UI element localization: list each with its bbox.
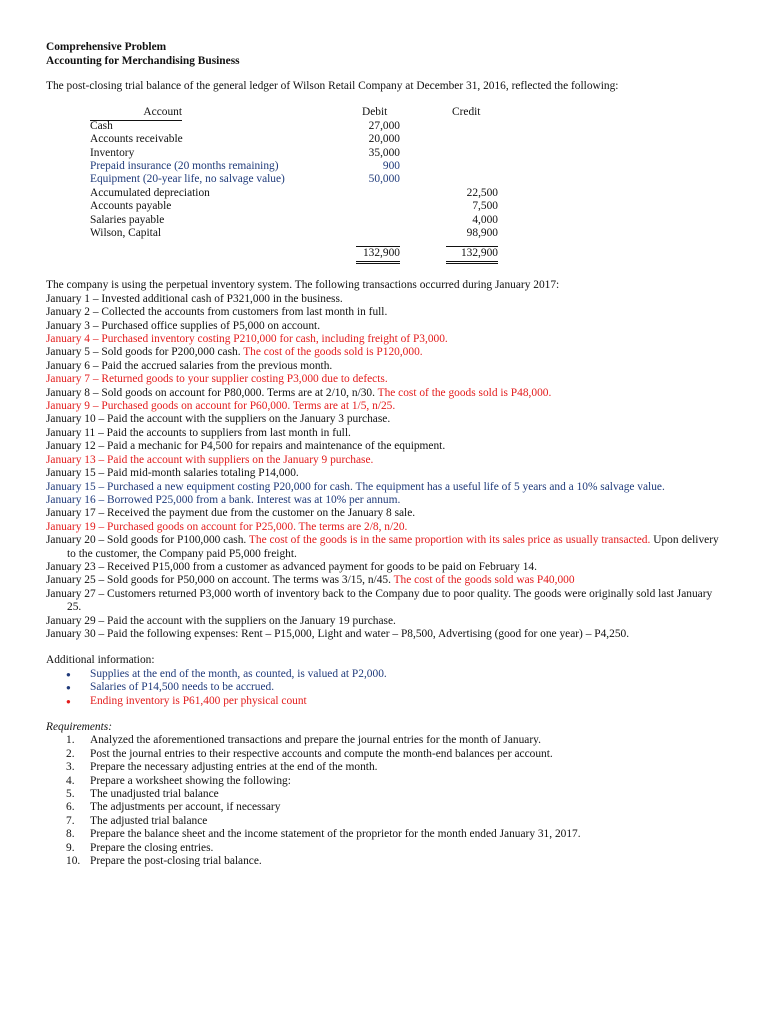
row-account: Salaries payable — [90, 213, 165, 226]
header-account: Account — [90, 106, 182, 120]
transaction-item — [46, 306, 722, 319]
requirement-text: Post the journal entries to their respective accounts and compute the month-end balances per account. — [90, 747, 553, 760]
intro-paragraph: The post-closing trial balance of the general ledger of Wilson Retail Company at December 31, 2016, reflected the following: — [46, 80, 619, 92]
header-credit: Credit — [452, 106, 481, 119]
requirement-text: The adjustments per account, if necessary — [90, 801, 281, 814]
row-account: Cash — [90, 119, 113, 132]
transaction-text: January 11 – Paid the accounts to suppliers from last month in full. — [46, 426, 351, 439]
document-title — [46, 40, 722, 68]
transaction-text: January 6 – Paid the accrued salaries from the previous month. — [46, 359, 333, 372]
requirement-text: Prepare the closing entries. — [90, 841, 214, 854]
trial-balance-row — [46, 214, 722, 227]
row-debit: 50,000 — [368, 173, 400, 186]
row-debit: 35,000 — [368, 146, 400, 159]
transaction-item — [46, 574, 722, 587]
row-account: Accounts payable — [90, 200, 172, 213]
transaction-text: January 17 – Received the payment due from the customer on the January 8 sale. — [46, 507, 416, 520]
transaction-item — [46, 293, 722, 306]
transaction-item — [46, 454, 722, 467]
transaction-text: The cost of the goods sold is P48,000. — [377, 386, 552, 399]
transaction-text: January 8 – Sold goods on account for P80,000. Terms are at 2/10, n/30. — [46, 386, 378, 399]
transaction-item — [46, 440, 722, 453]
total-debit: 132,900 — [356, 246, 400, 263]
transaction-text: January 16 – Borrowed P25,000 from a bank. Interest was at 10% per annum. — [46, 493, 401, 506]
requirement-number: 3. — [66, 761, 75, 774]
transaction-text: January 10 – Paid the account with the suppliers on the January 3 purchase. — [46, 413, 391, 426]
additional-list — [46, 668, 722, 708]
transaction-text: January 3 – Purchased office supplies of P5,000 on account. — [46, 319, 321, 332]
transaction-text: January 13 – Paid the account with suppliers on the January 9 purchase. — [46, 453, 374, 466]
transaction-text: January 27 – Customers returned P3,000 worth of inventory back to the Company due to poor quality. The goods were originally sold last January 25. — [46, 587, 713, 614]
row-debit: 20,000 — [368, 133, 400, 146]
requirement-text: Prepare the post-closing trial balance. — [90, 855, 262, 868]
row-account: Accumulated depreciation — [90, 186, 210, 199]
requirement-text: The adjusted trial balance — [90, 814, 208, 827]
transaction-text: January 12 – Paid a mechanic for P4,500 for repairs and maintenance of the equipment. — [46, 440, 446, 453]
requirement-number: 7. — [66, 814, 75, 827]
requirement-number: 10. — [66, 855, 81, 868]
transaction-item — [46, 615, 722, 628]
transaction-text: January 29 – Paid the account with the suppliers on the January 19 purchase. — [46, 614, 396, 627]
row-account: Inventory — [90, 146, 135, 159]
trial-balance-row — [46, 227, 722, 240]
requirements-title: Requirements: — [46, 721, 113, 733]
trial-balance-row — [46, 200, 722, 213]
row-debit: 900 — [382, 160, 400, 172]
requirement-item — [46, 842, 722, 855]
requirement-item — [46, 761, 722, 774]
row-credit: 98,900 — [466, 227, 498, 239]
transaction-text: January 1 – Invested additional cash of P321,000 in the business. — [46, 292, 343, 305]
requirement-text: Prepare a worksheet showing the following: — [90, 774, 291, 787]
total-credit: 132,900 — [446, 246, 498, 263]
additional-item — [46, 681, 722, 694]
row-account: Equipment (20-year life, no salvage value) — [90, 173, 285, 186]
trial-balance-table — [46, 106, 722, 266]
requirement-item — [46, 828, 722, 841]
trial-balance-header — [46, 106, 722, 119]
transaction-item — [46, 413, 722, 426]
transaction-text: January 20 – Sold goods for P100,000 cash. — [46, 534, 249, 547]
transaction-text: January 23 – Received P15,000 from a customer as advanced payment for goods to be paid on February 14. — [46, 560, 537, 573]
transaction-item — [46, 346, 722, 359]
transaction-item — [46, 588, 722, 615]
requirement-number: 4. — [66, 774, 75, 787]
transaction-text: January 7 – Returned goods to your supplier costing P3,000 due to defects. — [46, 373, 388, 386]
title-line-1: Comprehensive Problem — [46, 41, 167, 53]
row-credit: 4,000 — [472, 213, 498, 226]
trial-balance-row — [46, 120, 722, 133]
requirement-number: 6. — [66, 801, 75, 814]
transaction-text: Upon delivery to the customer, the Company paid P5,000 freight. — [67, 534, 719, 560]
transaction-text: January 25 – Sold goods for P50,000 on account. The terms was 3/15, n/45. — [46, 574, 394, 587]
transaction-item — [46, 628, 722, 641]
bullet-icon: ● — [66, 683, 71, 693]
transaction-text: The cost of the goods sold was P40,000 — [393, 574, 575, 587]
transaction-item — [46, 400, 722, 413]
requirement-number: 2. — [66, 747, 75, 760]
row-account: Prepaid insurance (20 months remaining) — [90, 160, 279, 172]
requirements-list — [46, 734, 722, 868]
row-account: Wilson, Capital — [90, 227, 162, 239]
requirement-item — [46, 801, 722, 814]
header-debit: Debit — [362, 106, 388, 119]
transaction-text: January 15 – Paid mid-month salaries totaling P14,000. — [46, 467, 299, 480]
requirement-text: The unadjusted trial balance — [90, 788, 219, 801]
bullet-icon: ● — [66, 669, 71, 679]
transaction-text: The cost of the goods sold is P120,000. — [243, 346, 423, 359]
title-line-2: Accounting for Merchandising Business — [46, 55, 240, 67]
transaction-item — [46, 481, 722, 494]
requirement-item — [46, 815, 722, 828]
additional-item — [46, 668, 722, 681]
additional-title: Additional information: — [46, 654, 155, 667]
transaction-text: January 2 – Collected the accounts from customers from last month in full. — [46, 306, 388, 319]
transaction-text: January 15 – Purchased a new equipment costing P20,000 for cash. The equipment has a useful life of 5 years and a 10% salvage value. — [46, 480, 665, 493]
transaction-text: January 5 – Sold goods for P200,000 cash. — [46, 346, 244, 359]
requirement-number: 1. — [66, 734, 75, 747]
transaction-text: January 30 – Paid the following expenses: Rent – P15,000, Light and water – P8,500, Advertising (good for one year) – P4,250. — [46, 627, 630, 640]
row-credit: 7,500 — [472, 200, 498, 213]
transaction-item — [46, 534, 722, 561]
transaction-item — [46, 521, 722, 534]
requirement-item — [46, 775, 722, 788]
additional-text: Supplies at the end of the month, as counted, is valued at P2,000. — [90, 667, 387, 680]
requirement-number: 8. — [66, 828, 75, 841]
trial-balance-row — [46, 160, 722, 173]
row-credit: 22,500 — [466, 186, 498, 199]
requirement-text: Analyzed the aforementioned transactions and prepare the journal entries for the month of January. — [90, 734, 541, 747]
trial-balance-row — [46, 173, 722, 186]
bullet-icon: ● — [66, 696, 71, 706]
transaction-item — [46, 320, 722, 333]
row-account: Accounts receivable — [90, 133, 183, 146]
trial-balance-row — [46, 187, 722, 200]
transaction-item — [46, 360, 722, 373]
trial-balance-row — [46, 147, 722, 160]
transaction-item — [46, 387, 722, 400]
transaction-text: January 4 – Purchased inventory costing P210,000 for cash, including freight of P3,000. — [46, 333, 448, 346]
transaction-item — [46, 494, 722, 507]
document-page — [46, 40, 722, 868]
requirement-text: Prepare the necessary adjusting entries at the end of the month. — [90, 761, 378, 774]
trial-balance-total-row — [46, 246, 722, 259]
row-debit: 27,000 — [368, 119, 400, 132]
additional-item — [46, 695, 722, 708]
requirement-item — [46, 855, 722, 868]
transaction-text: January 9 – Purchased goods on account for P60,000. Terms are at 1/5, n/25. — [46, 400, 396, 413]
additional-text: Salaries of P14,500 needs to be accrued. — [90, 681, 275, 694]
perpetual-text: The company is using the perpetual inventory system. The following transactions occurred during January 2017: — [46, 279, 560, 292]
requirement-text: Prepare the balance sheet and the income statement of the proprietor for the month ended January 31, 2017. — [90, 828, 581, 841]
transaction-item — [46, 561, 722, 574]
transaction-text: January 19 – Purchased goods on account for P25,000. The terms are 2/8, n/20. — [46, 520, 408, 533]
additional-text: Ending inventory is P61,400 per physical count — [90, 694, 307, 707]
transaction-item — [46, 427, 722, 440]
transaction-item — [46, 333, 722, 346]
transaction-item — [46, 507, 722, 520]
requirement-item — [46, 734, 722, 747]
transaction-item — [46, 373, 722, 386]
transaction-item — [46, 467, 722, 480]
requirement-number: 9. — [66, 841, 75, 854]
requirement-item — [46, 748, 722, 761]
transaction-text: The cost of the goods is in the same proportion with its sales price as usually transacted. — [248, 534, 651, 547]
requirement-item — [46, 788, 722, 801]
transaction-list — [46, 293, 722, 642]
trial-balance-row — [46, 133, 722, 146]
requirement-number: 5. — [66, 788, 75, 801]
